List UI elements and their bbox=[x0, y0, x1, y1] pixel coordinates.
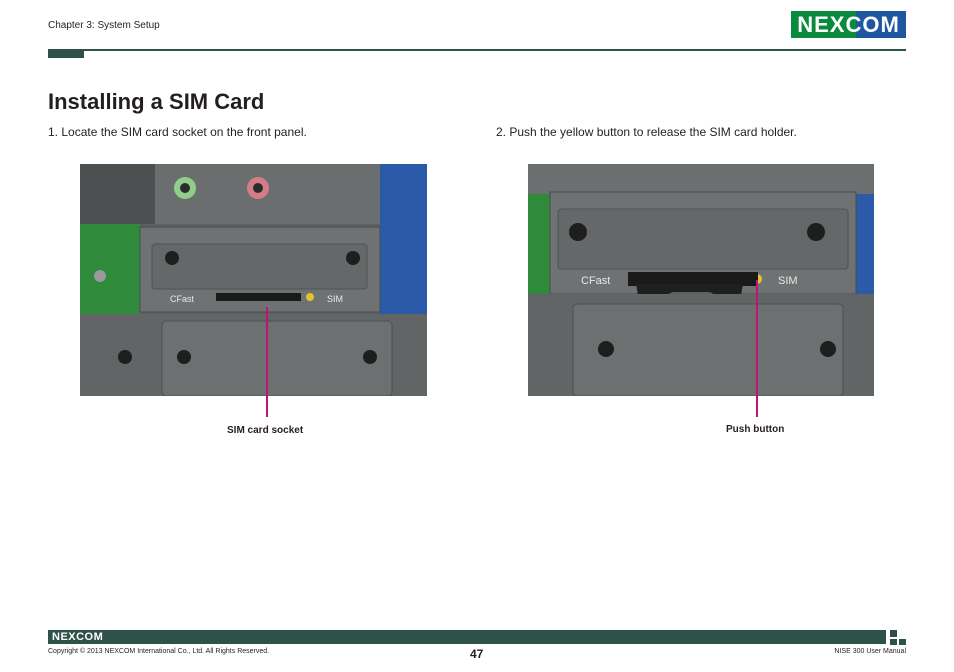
copyright-text: Copyright © 2013 NEXCOM International Co., Ltd. All Rights Reserved. bbox=[48, 648, 270, 655]
footer-square-1 bbox=[890, 630, 897, 637]
footer-square-3 bbox=[899, 639, 906, 645]
header-rule bbox=[48, 49, 906, 51]
page-title: Installing a SIM Card bbox=[48, 89, 265, 114]
footer-logo: NEXCOM bbox=[52, 631, 104, 643]
photo-sim-socket-drawing bbox=[80, 164, 427, 396]
photo2-cfast-label: CFast bbox=[581, 275, 611, 287]
footer-square-2 bbox=[890, 639, 897, 645]
nexcom-logo bbox=[791, 11, 906, 38]
photo1-cfast-label: CFast bbox=[170, 294, 195, 304]
callout-line-sim-socket bbox=[266, 307, 268, 417]
photo-sim-socket bbox=[80, 164, 427, 396]
manual-name: NISE 300 User Manual bbox=[834, 648, 906, 655]
page-number: 47 bbox=[470, 647, 484, 661]
caption-push-button: Push button bbox=[726, 424, 785, 435]
step-2-text: 2. Push the yellow button to release the SIM card holder. bbox=[496, 125, 797, 139]
photo2-sim-label: SIM bbox=[778, 275, 798, 287]
callout-line-push-button bbox=[756, 280, 758, 417]
photo-push-button bbox=[528, 164, 874, 396]
logo-text: NEXCOM bbox=[797, 11, 900, 37]
step-1-text: 1. Locate the SIM card socket on the front panel. bbox=[48, 125, 307, 139]
header-rule-block bbox=[48, 49, 84, 58]
caption-sim-socket: SIM card socket bbox=[227, 425, 304, 436]
footer-bar bbox=[48, 630, 886, 644]
photo1-sim-label: SIM bbox=[327, 294, 344, 304]
chapter-label: Chapter 3: System Setup bbox=[48, 20, 160, 31]
photo-push-button-drawing bbox=[528, 164, 874, 396]
